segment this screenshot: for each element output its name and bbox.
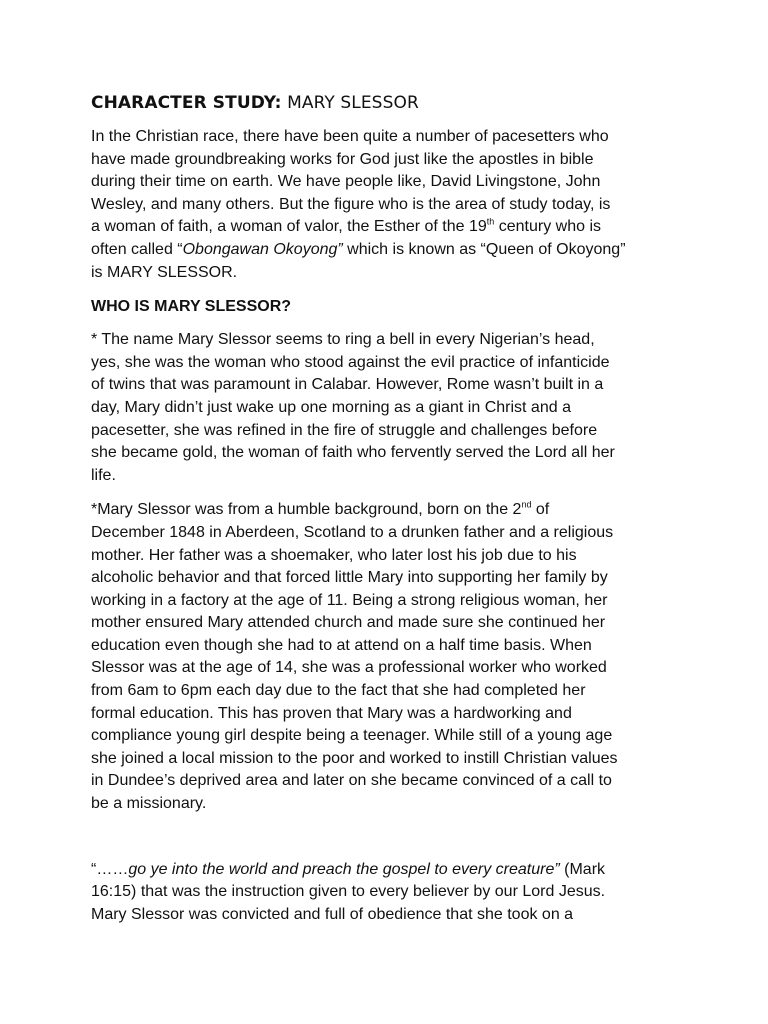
paragraph-3-text-2: (Mark 16:15) that was the instruction given to every believer by our Lord Jesus. Mary Slessor was convicted and full of obedience that she took on a [91,860,606,923]
paragraph-1: * The name Mary Slessor seems to ring a bell in every Nigerian’s head, yes, she was the woman who stood against the evil practice of infanticide of twins that was paramount in Calabar. However, Rome wasn’t built in a day, Mary didn’t just wake up one morning as a giant in Christ and a pacesetter, she was refined in the fire of struggle and challenges before she became gold, the woman of faith who fervently served the Lord all her life. [91,331,615,484]
paragraph-2-superscript: nd [521,499,532,510]
paragraph-2-text-1: *Mary Slessor was from a humble background, born on the 2 [91,501,522,519]
paragraph-3-italic: go ye into the world and preach the gospel to every creature” [128,860,560,878]
intro-text-2: century who is often called “ [91,218,602,258]
section-heading: WHO IS MARY SLESSOR? [91,298,292,316]
intro-superscript: th [486,217,495,228]
title-subject: MARY SLESSOR [281,93,419,113]
document-page [91,92,681,938]
intro-text-3: which is known as “Queen of Okoyong” is MARY SLESSOR. [91,240,626,281]
paragraph-3 [91,859,681,927]
paragraph-2-text-2: of December 1848 in Aberdeen, Scotland to a drunken father and a religious mother. Her father was a shoemaker, who later lost his job due to his alcoholic behavior and that forced little Mary into supporting her family by working in a factory at the age of 11. Being a strong religious woman, her mother ensured Mary attended church and made sure she continued her education even though she had to at attend on a half time basis. When Slessor was at the age of 14, she was a professional worker who worked from 6am to 6pm each day due to the fact that she had completed her formal education. This has proven that Mary was a hardworking and compliance young girl despite being a teenager. While still of a young age she joined a local mission to the poor and worked to instill Christian values in Dundee’s deprived area and later on she became convinced of a call to be a missionary. [91,501,618,813]
paragraph-3-text-1: “…… [91,860,129,878]
intro-italic: Obongawan Okoyong” [182,240,343,258]
paragraph-spacer [91,828,681,859]
intro-paragraph [91,126,681,284]
paragraph-2 [91,499,681,815]
page-title [91,92,681,114]
title-label: CHARACTER STUDY: [91,93,282,113]
intro-text-1: In the Christian race, there have been quite a number of pacesetters who have made groundbreaking works for God just like the apostles in bible during their time on earth. We have people like, David Livingstone, John Wesley, and many others. But the figure who is the area of study today, is a woman of faith, a woman of valor, the Esther of the 19 [91,128,611,236]
